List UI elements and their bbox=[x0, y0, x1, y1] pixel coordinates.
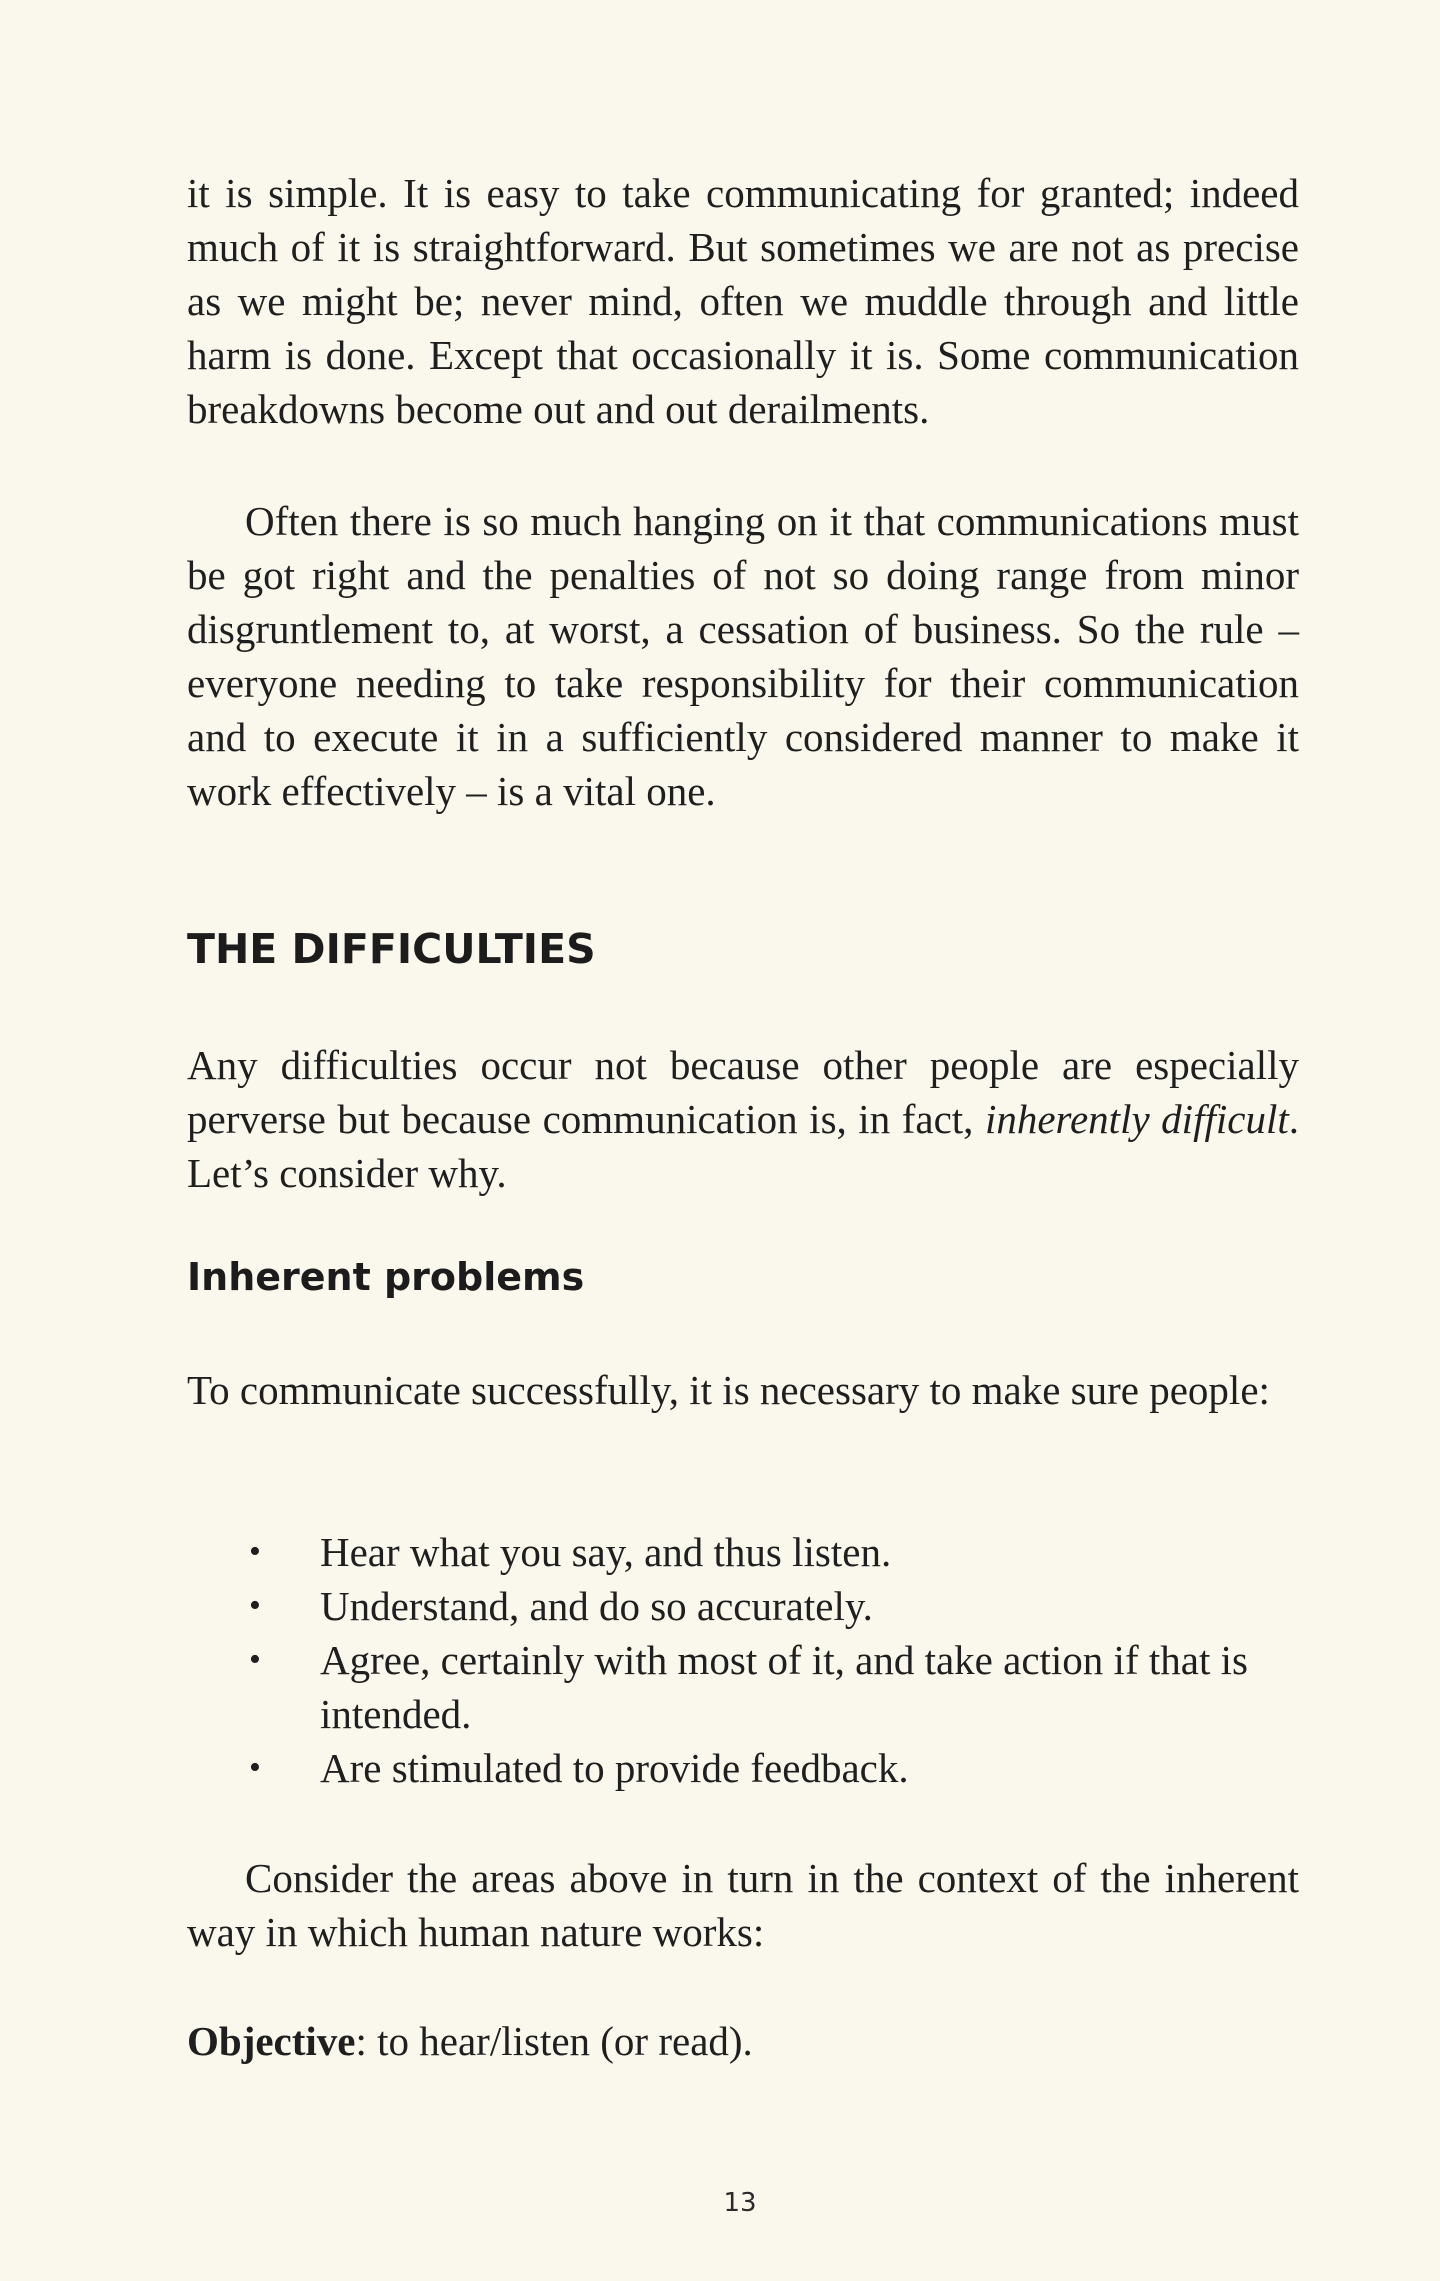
list-item bbox=[187, 1741, 1299, 1795]
list-item-text: Hear what you say, and thus listen. bbox=[320, 1529, 892, 1575]
paragraph-difficulties-end: . Let’s consider why. bbox=[187, 1096, 1299, 1196]
subsection-heading: Inherent problems bbox=[187, 1255, 585, 1299]
paragraph-difficulties-start: Any difficulties occur not because other people are especially perverse but because communication is, in fact, bbox=[187, 1042, 1299, 1142]
list-item bbox=[187, 1579, 1299, 1633]
list-item bbox=[187, 1633, 1299, 1741]
paragraph-necessities: To communicate successfully, it is necessary to make sure people: bbox=[187, 1367, 1270, 1413]
list-item-text: Agree, certainly with most of it, and take action if that is intended. bbox=[320, 1637, 1248, 1737]
page-number: 13 bbox=[723, 2188, 757, 2218]
paragraph-difficulties bbox=[187, 1038, 1299, 1200]
bullet-list bbox=[187, 1525, 1299, 1795]
paragraph-difficulties-emphasis: inherently difficult bbox=[984, 1096, 1289, 1142]
objective-label: Objective bbox=[187, 2018, 356, 2064]
list-item-text: Understand, and do so accurately. bbox=[320, 1583, 873, 1629]
list-item-text: Are stimulated to provide feedback. bbox=[320, 1745, 909, 1791]
objective-text: : to hear/listen (or read). bbox=[355, 2018, 753, 2064]
bullet-icon: • bbox=[249, 1641, 261, 1678]
bullet-icon: • bbox=[249, 1749, 261, 1786]
paragraph-consider: Consider the areas above in turn in the context of the inherent way in which human nature works: bbox=[187, 1855, 1299, 1955]
section-heading: THE DIFFICULTIES bbox=[187, 925, 596, 973]
paragraph-objective bbox=[187, 2014, 1299, 2068]
bullet-icon: • bbox=[249, 1533, 261, 1570]
paragraph-intro: it is simple. It is easy to take communicating for granted; indeed much of it is straightforward. But sometimes we are not as precise as we might be; never mind, often we muddle through and little harm is done. Except that occasionally it is. Some communication breakdowns become out and out derailments. bbox=[187, 170, 1299, 432]
paragraph-rule: Often there is so much hanging on it that communications must be got right and the penalties of not so doing range from minor disgruntlement to, at worst, a cessation of business. So the rule – everyone needing to take responsibility for their communication and to execute it in a sufficiently considered manner to make it work effectively – is a vital one. bbox=[187, 498, 1299, 814]
bullet-icon: • bbox=[249, 1587, 261, 1624]
list-item bbox=[187, 1525, 1299, 1579]
